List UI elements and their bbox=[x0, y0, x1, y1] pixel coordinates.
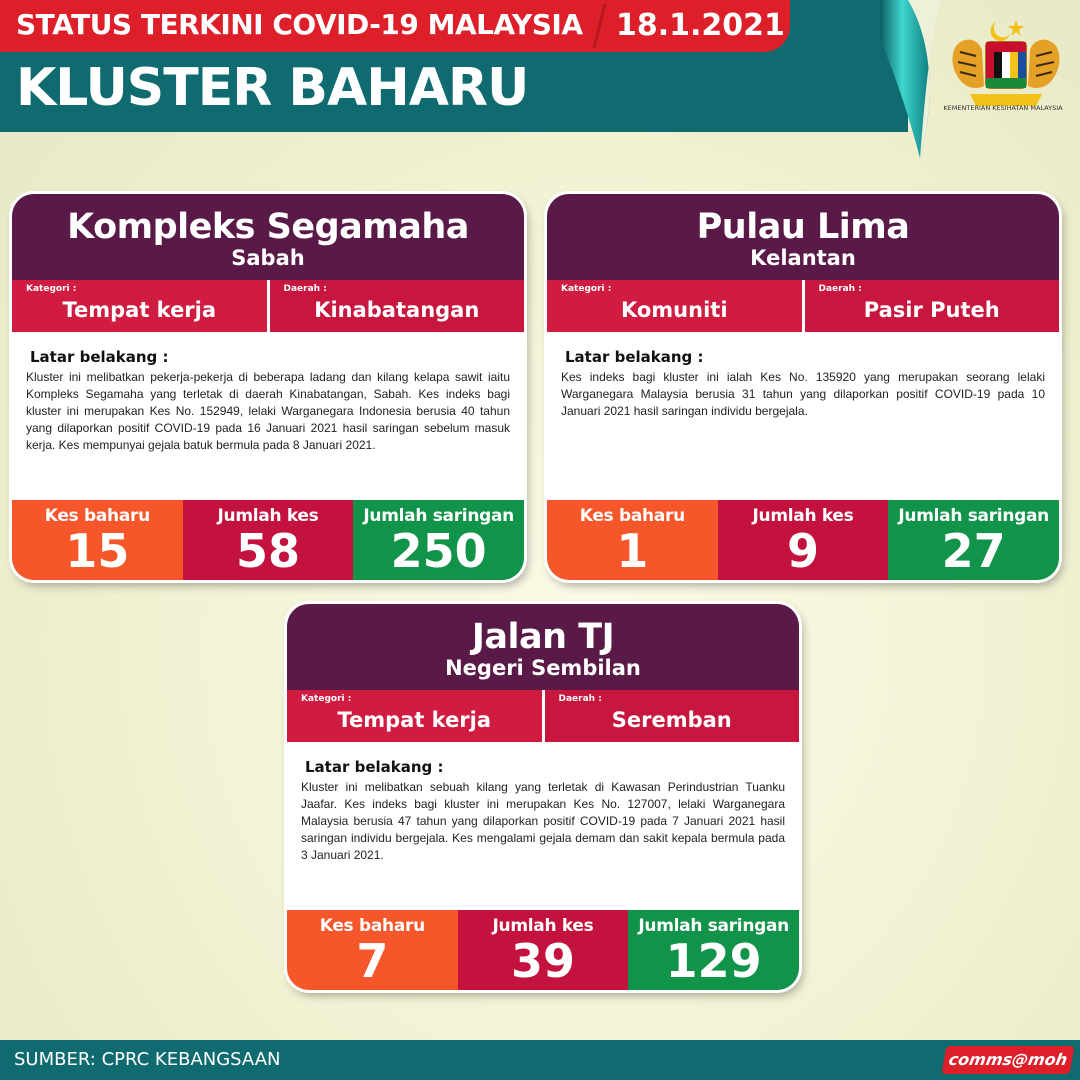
category-label: Kategori : bbox=[301, 694, 352, 704]
total-screened-stat bbox=[353, 500, 524, 580]
background-text: Kluster ini melibatkan pekerja-pekerja di beberapa ladang dan kilang kelapa sawit iaitu Kompleks Segamaha yang terletak di daerah Kinabatangan, Sabah. Kes indeks bagi kluster ini merupakan Kes No. 152949, lelaki Warganegara Indonesia berusia 40 tahun yang dilaporkan positif COVID-19 pada 16 Januari 2021 hasil saringan sebelum masuk kerja. Kes mempunyai gejala batuk bermula pada 8 Januari 2021. bbox=[26, 370, 510, 452]
cluster-meta-row bbox=[12, 280, 524, 332]
cluster-header bbox=[547, 194, 1059, 280]
source-credit: SUMBER: CPRC KEBANGSAAN bbox=[14, 1049, 281, 1070]
cluster-stats bbox=[547, 500, 1059, 580]
cluster-stats bbox=[287, 910, 799, 990]
cluster-name: Kompleks Segamaha bbox=[67, 207, 469, 247]
district-value: Seremban bbox=[611, 708, 732, 732]
new-cases-label: Kes baharu bbox=[44, 506, 150, 526]
cluster-header bbox=[12, 194, 524, 280]
category-label: Kategori : bbox=[26, 284, 77, 294]
cluster-state: Kelantan bbox=[750, 246, 856, 270]
total-screened-label: Jumlah saringan bbox=[638, 916, 789, 936]
total-cases-label: Jumlah kes bbox=[752, 506, 854, 526]
total-cases-stat bbox=[183, 500, 354, 580]
district-label: Daerah : bbox=[283, 284, 327, 294]
background-text: Kes indeks bagi kluster ini ialah Kes No. 135920 yang merupakan seorang lelaki Warganegara Malaysia berusia 31 tahun yang dilaporkan positif COVID-19 pada 10 Januari 2021 hasil saringan individu bergejala. bbox=[561, 370, 1045, 418]
page-curl-decoration bbox=[880, 0, 940, 160]
background-label: Latar belakang : bbox=[305, 758, 444, 776]
ministry-caption: KEMENTERIAN KESIHATAN MALAYSIA bbox=[943, 104, 1063, 112]
category-value: Tempat kerja bbox=[337, 708, 492, 732]
total-screened-stat bbox=[628, 910, 799, 990]
total-cases-value: 39 bbox=[511, 934, 576, 988]
cluster-stats bbox=[12, 500, 524, 580]
cluster-card bbox=[547, 194, 1059, 580]
category-value: Tempat kerja bbox=[62, 298, 217, 322]
malaysia-coat-of-arms-icon bbox=[946, 16, 1066, 116]
total-screened-value: 250 bbox=[390, 524, 487, 578]
background-label: Latar belakang : bbox=[30, 348, 169, 366]
new-cases-stat bbox=[287, 910, 458, 990]
new-cases-value: 1 bbox=[616, 524, 649, 578]
total-cases-value: 9 bbox=[787, 524, 820, 578]
new-cases-label: Kes baharu bbox=[579, 506, 685, 526]
cluster-header bbox=[287, 604, 799, 690]
district-cell bbox=[545, 690, 800, 742]
new-cases-stat bbox=[547, 500, 718, 580]
cluster-name: Jalan TJ bbox=[471, 617, 615, 657]
page-title: STATUS TERKINI COVID-19 MALAYSIA bbox=[16, 8, 583, 41]
category-value: Komuniti bbox=[620, 298, 728, 322]
category-cell bbox=[547, 280, 802, 332]
new-cases-stat bbox=[12, 500, 183, 580]
cluster-state: Negeri Sembilan bbox=[445, 656, 641, 680]
total-screened-value: 129 bbox=[665, 934, 762, 988]
background-label: Latar belakang : bbox=[565, 348, 704, 366]
total-cases-value: 58 bbox=[236, 524, 301, 578]
district-value: Pasir Puteh bbox=[863, 298, 1000, 322]
cluster-meta-row bbox=[287, 690, 799, 742]
page-subtitle: KLUSTER BAHARU bbox=[16, 58, 529, 118]
cluster-card bbox=[287, 604, 799, 990]
new-cases-value: 7 bbox=[356, 934, 389, 988]
district-cell bbox=[270, 280, 525, 332]
new-cases-value: 15 bbox=[65, 524, 130, 578]
district-label: Daerah : bbox=[818, 284, 862, 294]
total-screened-label: Jumlah saringan bbox=[363, 506, 514, 526]
background-text: Kluster ini melibatkan sebuah kilang yang terletak di Kawasan Perindustrian Tuanku Jaafar. Kes indeks bagi kluster ini merupakan Kes No. 127007, lelaki Warganegara Malaysia berusia 47 tahun yang dilaporkan positif COVID-19 pada 7 Januari 2021 hasil saringan individu bergejala. Kes mengalami gejala demam dan sakit kepala bermula pada 3 Januari 2021. bbox=[301, 780, 785, 862]
footer-bar bbox=[0, 1040, 1080, 1080]
new-cases-label: Kes baharu bbox=[319, 916, 425, 936]
cluster-meta-row bbox=[547, 280, 1059, 332]
total-screened-label: Jumlah saringan bbox=[898, 506, 1049, 526]
report-date: 18.1.2021 bbox=[616, 8, 785, 43]
cluster-name: Pulau Lima bbox=[696, 207, 910, 247]
total-cases-label: Jumlah kes bbox=[492, 916, 594, 936]
district-label: Daerah : bbox=[558, 694, 602, 704]
cluster-state: Sabah bbox=[231, 246, 305, 270]
total-cases-stat bbox=[718, 500, 889, 580]
district-cell bbox=[805, 280, 1060, 332]
total-cases-label: Jumlah kes bbox=[217, 506, 319, 526]
cluster-card bbox=[12, 194, 524, 580]
total-cases-stat bbox=[458, 910, 629, 990]
category-label: Kategori : bbox=[561, 284, 612, 294]
category-cell bbox=[12, 280, 267, 332]
total-screened-value: 27 bbox=[941, 524, 1006, 578]
comms-tag: comms@moh bbox=[942, 1046, 1075, 1074]
category-cell bbox=[287, 690, 542, 742]
district-value: Kinabatangan bbox=[314, 298, 480, 322]
total-screened-stat bbox=[888, 500, 1059, 580]
